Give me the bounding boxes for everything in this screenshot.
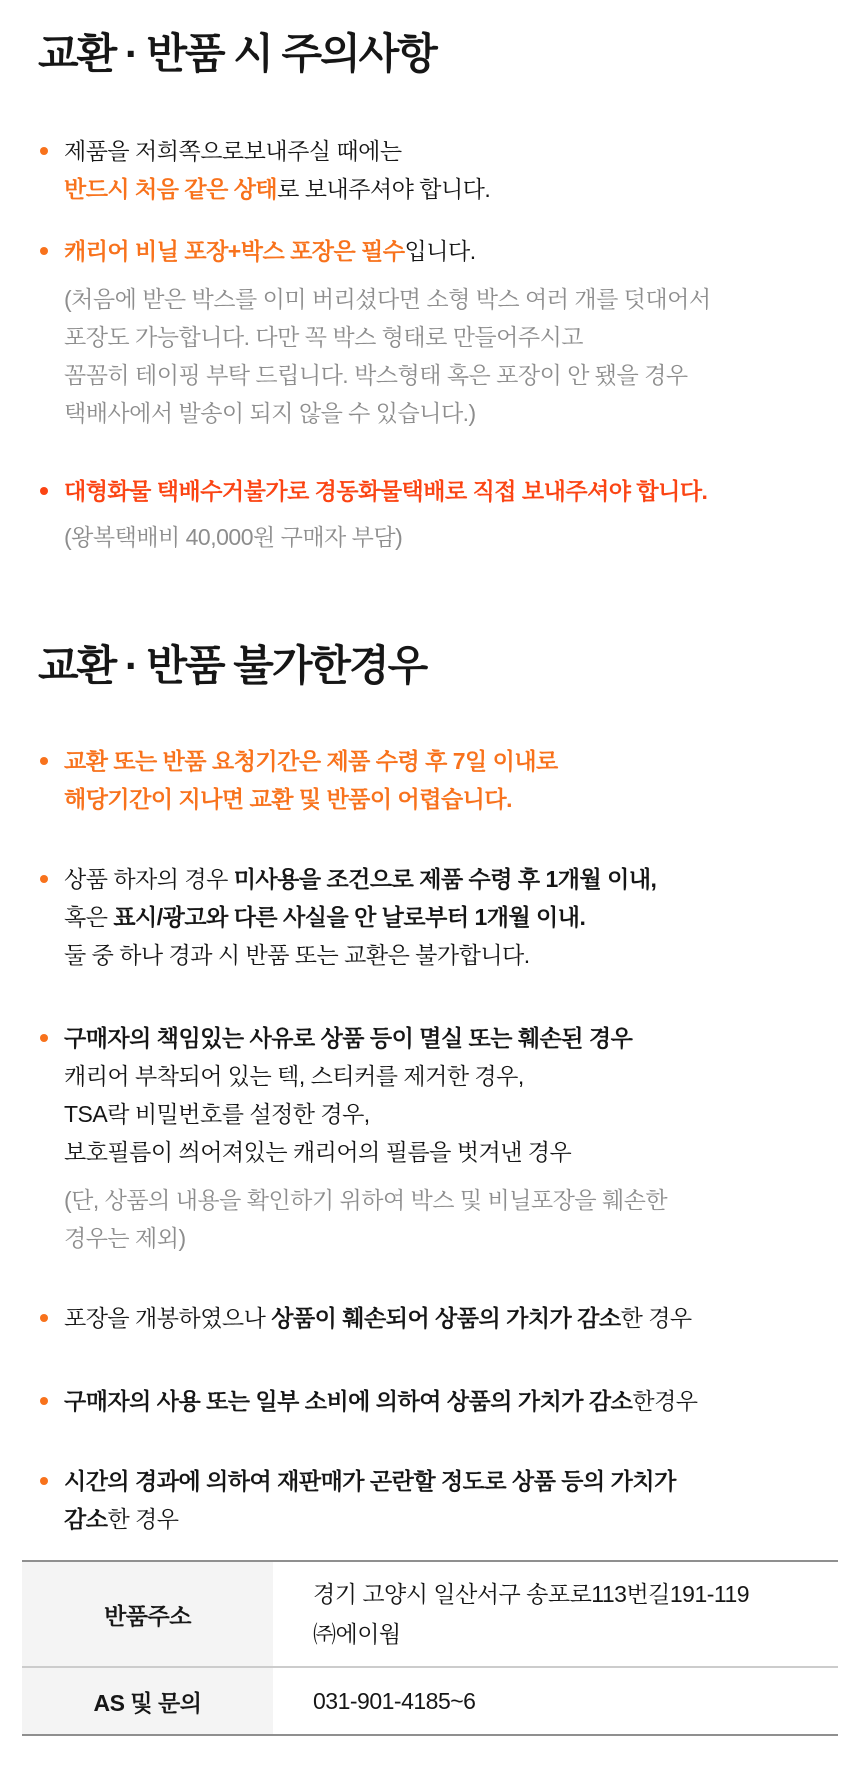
emphasis-text: 감소 [64, 1506, 108, 1532]
emphasis-text: 표시/광고와 다른 사실을 안 날로부터 1개월 이내. [113, 904, 586, 930]
body-text: 포장을 개봉하였으나 [64, 1305, 272, 1331]
body-text: 한 경우 [107, 1506, 179, 1532]
emphasis-text: 미사용을 조건으로 제품 수령 후 1개월 이내, [233, 866, 657, 892]
freight-cost-note [64, 518, 838, 556]
no-return-bullet-time-elapsed [22, 1462, 838, 1538]
contact-table [22, 1560, 838, 1736]
text-line [64, 356, 838, 394]
text-line [64, 898, 838, 936]
text-line [64, 1019, 838, 1057]
text-line [64, 860, 838, 898]
table-row-as-contact [22, 1666, 838, 1734]
no-return-bullet-period [22, 742, 838, 818]
bullet-dot-icon [40, 1397, 48, 1405]
phone-number: 031-901-4185~6 [313, 1688, 476, 1714]
text-line [64, 1382, 838, 1420]
bullet-dot-icon [40, 147, 48, 155]
as-contact-value [273, 1668, 838, 1734]
body-text: 로 보내주셔야 합니다. [277, 176, 491, 202]
no-return-bullet-opened [22, 1299, 838, 1337]
text-line [64, 936, 838, 974]
text-line [64, 280, 838, 318]
note-text: 포장도 가능합니다. 다만 꼭 박스 형태로 만들어주시고 [64, 324, 584, 350]
text-line [64, 318, 838, 356]
note-text: (처음에 받은 박스를 이미 버리셨다면 소형 박스 여러 개를 덧대어서 [64, 286, 711, 312]
text-line [64, 394, 838, 432]
highlight-text: 캐리어 비닐 포장+박스 포장은 필수 [64, 238, 405, 264]
text-line [64, 1057, 838, 1095]
body-text: 한 경우 [620, 1305, 692, 1331]
as-contact-label: AS 및 문의 [22, 1668, 273, 1734]
section-title-caution: 교환 · 반품 시 주의사항 [38, 30, 436, 77]
bullet-dot-icon [40, 247, 48, 255]
packaging-note [64, 280, 838, 432]
no-return-bullet-buyer-damage [22, 1019, 838, 1257]
caution-bullet-freight [22, 472, 838, 556]
body-text: TSA락 비밀번호를 설정한 경우, [64, 1101, 370, 1127]
company-name: ㈜에이웜 [313, 1621, 401, 1647]
bullet-dot-icon [40, 1034, 48, 1042]
body-text: 캐리어 부착되어 있는 텍, 스티커를 제거한 경우, [64, 1063, 524, 1089]
body-text: 둘 중 하나 경과 시 반품 또는 교환은 불가합니다. [64, 942, 530, 968]
address-line: 경기 고양시 일산서구 송포로113번길191-119 [313, 1581, 750, 1607]
highlight-text: 반드시 처음 같은 상태 [64, 176, 278, 202]
body-text: 입니다. [404, 238, 476, 264]
table-row-return-address [22, 1562, 838, 1666]
emphasis-text: 상품이 훼손되어 상품의 가치가 감소 [271, 1305, 621, 1331]
bullet-dot-icon [40, 757, 48, 765]
emphasis-text: 시간의 경과에 의하여 재판매가 곤란할 정도로 상품 등의 가치가 [64, 1468, 676, 1494]
caution-bullet-send-condition [22, 132, 838, 208]
body-text: 제품을 저희쪽으로보내주실 때에는 [64, 138, 402, 164]
body-text: 혹은 [64, 904, 114, 930]
highlight-text: 교환 또는 반품 요청기간은 제품 수령 후 7일 이내로 [64, 748, 558, 774]
note-text: 꼼꼼히 테이핑 부탁 드립니다. 박스형태 혹은 포장이 안 됐을 경우 [64, 362, 688, 388]
emphasis-text: 구매자의 책임있는 사유로 상품 등이 멸실 또는 훼손된 경우 [64, 1025, 633, 1051]
section-title-no-return: 교환 · 반품 불가한경우 [38, 642, 427, 689]
return-address-label: 반품주소 [22, 1562, 273, 1666]
body-text: 보호필름이 씌어져있는 캐리어의 필름을 벗겨낸 경우 [64, 1139, 572, 1165]
text-line [64, 170, 838, 208]
highlight-text: 해당기간이 지나면 교환 및 반품이 어렵습니다. [64, 786, 512, 812]
text-line [64, 742, 838, 780]
text-line [64, 1133, 838, 1171]
text-line [64, 472, 838, 510]
no-return-bullet-defect [22, 860, 838, 974]
note-text: (왕복택배비 40,000원 구매자 부담) [64, 524, 403, 550]
text-line [64, 1095, 838, 1133]
text-line [64, 1219, 838, 1257]
emphasis-text: 구매자의 사용 또는 일부 소비에 의하여 상품의 가치가 감소 [64, 1388, 633, 1414]
warning-text: 대형화물 택배수거불가로 경동화물택배로 직접 보내주셔야 합니다. [64, 478, 708, 504]
text-line [64, 1500, 838, 1538]
text-line [64, 518, 838, 556]
text-line [64, 132, 838, 170]
text-line [64, 1181, 838, 1219]
bullet-dot-icon [40, 875, 48, 883]
bullet-dot-icon [40, 487, 48, 495]
body-text: 한경우 [632, 1388, 698, 1414]
text-line [64, 232, 838, 270]
body-text: 상품 하자의 경우 [64, 866, 234, 892]
note-text: 택배사에서 발송이 되지 않을 수 있습니다.) [64, 400, 476, 426]
caution-bullet-packaging [22, 232, 838, 432]
bullet-dot-icon [40, 1314, 48, 1322]
note-text: (단, 상품의 내용을 확인하기 위하여 박스 및 비닐포장을 훼손한 [64, 1187, 668, 1213]
text-line [64, 1462, 838, 1500]
no-return-bullet-used [22, 1382, 838, 1420]
text-line [64, 1299, 838, 1337]
note-text: 경우는 제외) [64, 1225, 186, 1251]
text-line [64, 780, 838, 818]
damage-exception-note [64, 1181, 838, 1257]
return-address-value [273, 1562, 838, 1666]
bullet-dot-icon [40, 1477, 48, 1485]
